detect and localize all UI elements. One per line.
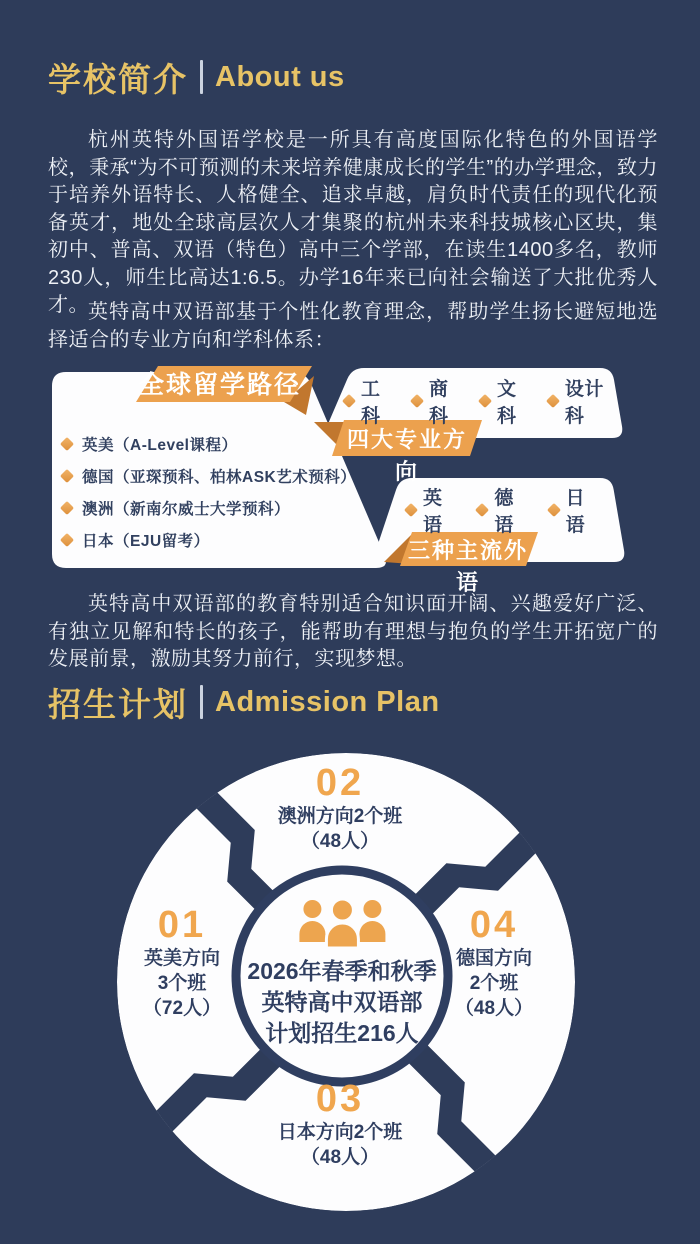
segment-germany <box>455 904 533 1021</box>
segment-text: 3个班 <box>157 973 207 994</box>
segment-text: 2个班 <box>469 973 519 994</box>
about-section-header <box>48 54 345 100</box>
majors-list <box>336 379 626 427</box>
segment-japan <box>278 1078 403 1170</box>
study-path-item-label: 英美（A-Level课程） <box>82 437 238 454</box>
diamond-bullet-icon <box>60 437 74 451</box>
diamond-bullet-icon <box>60 469 74 483</box>
segment-text: （48人） <box>300 831 380 852</box>
segment-number: 01 <box>157 904 207 946</box>
major-item <box>412 374 464 428</box>
study-path-item-label: 日本（EJU留考） <box>82 533 210 550</box>
about-paragraph-1: 杭州英特外国语学校是一所具有高度国际化特色的外国语学校，秉承“为不可预测的未来培养健康成长的学生”的办学理念，致力于培养外语特长、人格健全、追求卓越，肩负时代责任的现代化预备英才，地处全球高层次人才集聚的杭州未来科技城核心区块，集初中、普高、双语（特色）高中三个学部，在读生1400多名，教师230人，师生比高达1:6.5。办学16年来已向社会输送了大批优秀人才。 <box>48 129 658 316</box>
segment-number: 03 <box>315 1078 365 1120</box>
segment-number: 04 <box>469 904 519 946</box>
segment-text: （72人） <box>142 998 222 1019</box>
language-item <box>477 483 532 537</box>
about-title-en: About us <box>215 60 345 93</box>
study-paths-list <box>62 428 356 556</box>
language-item <box>406 483 461 537</box>
study-paths-ribbon-label: 全球留学路径 <box>138 371 301 399</box>
language-item <box>549 483 604 537</box>
wheel-center-content <box>247 896 436 1049</box>
segment-text: （48人） <box>454 998 534 1019</box>
study-path-item-label: 德国（亚琛预科、柏林ASK艺术预科） <box>82 469 357 486</box>
diamond-bullet-icon <box>60 501 74 515</box>
segment-text: 英美方向 <box>143 948 221 969</box>
diamond-bullet-icon <box>475 503 489 517</box>
diamond-bullet-icon <box>478 394 492 408</box>
segment-text: 日本方向2个班 <box>277 1122 403 1143</box>
study-path-item <box>62 460 356 492</box>
segment-australia <box>278 762 403 854</box>
major-item-label: 工科 <box>361 379 381 427</box>
diamond-bullet-icon <box>547 503 561 517</box>
admission-plan-diagram <box>116 752 576 1212</box>
major-item <box>344 374 396 428</box>
admission-section-header <box>48 679 440 725</box>
major-item-label: 商科 <box>428 379 449 427</box>
segment-text: 德国方向 <box>455 948 533 969</box>
title-divider <box>200 685 203 719</box>
majors-ribbon-label: 四大专业方向 <box>346 427 467 484</box>
languages-ribbon-label: 三种主流外语 <box>407 538 528 595</box>
major-item <box>480 374 532 428</box>
diamond-bullet-icon <box>342 394 356 408</box>
about-paragraph-3: 英特高中双语部的教育特别适合知识面开阔、兴趣爱好广泛、有独立见解和特长的孩子，能帮助有理想与抱负的学生开拓宽广的发展前景，激励其努力前行，实现梦想。 <box>48 593 658 670</box>
language-item-label: 日语 <box>565 488 586 536</box>
study-path-item <box>62 428 356 460</box>
segment-number: 02 <box>315 762 365 804</box>
about-title-zh: 学校简介 <box>48 60 188 98</box>
admission-title-zh: 招生计划 <box>48 685 188 723</box>
people-icon <box>286 896 398 950</box>
center-text: 2026年春季和秋季 <box>247 958 437 984</box>
major-item-label: 设计科 <box>564 379 604 427</box>
study-path-item-label: 澳洲（新南尔威士大学预科） <box>82 501 291 518</box>
center-text: 计划招生216人 <box>265 1020 419 1046</box>
center-text: 英特高中双语部 <box>261 989 423 1015</box>
language-item-label: 英语 <box>423 488 443 536</box>
about-paragraph-2: 英特高中双语部基于个性化教育理念，帮助学生扬长避短地选择适合的专业方向和学科体系： <box>48 301 658 351</box>
language-item-label: 德语 <box>494 488 514 536</box>
study-path-item <box>62 492 356 524</box>
major-item-label: 文科 <box>496 379 517 427</box>
languages-list <box>398 488 612 536</box>
segment-text: 澳洲方向2个班 <box>277 806 403 827</box>
title-divider <box>200 60 203 94</box>
diamond-bullet-icon <box>410 394 424 408</box>
segment-uk-us <box>143 904 221 1021</box>
diamond-bullet-icon <box>404 503 418 517</box>
segment-text: （48人） <box>300 1147 380 1168</box>
diamond-bullet-icon <box>546 394 560 408</box>
diamond-bullet-icon <box>60 533 74 547</box>
admission-title-en: Admission Plan <box>215 685 440 718</box>
study-path-item <box>62 524 356 556</box>
major-item <box>548 374 618 428</box>
